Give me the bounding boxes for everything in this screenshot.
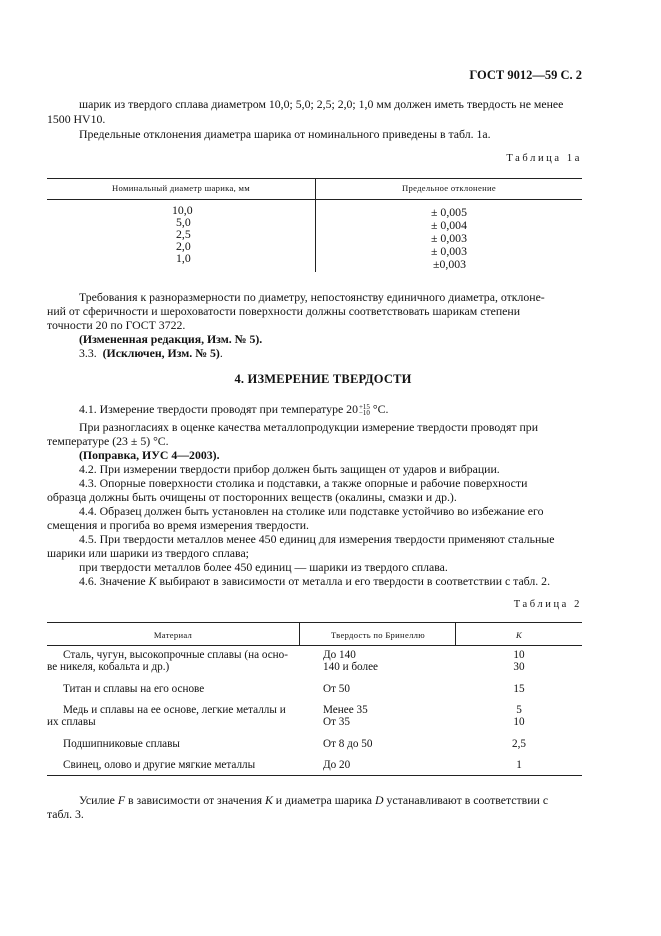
- closing-line-2: табл. 3.: [47, 807, 84, 821]
- item-3-3-end: .: [219, 346, 223, 360]
- dispute-line-2: температуре (23 ± 5) °С.: [47, 434, 169, 448]
- table-2-divider-1: [299, 622, 300, 645]
- table-cell: Менее 35: [323, 704, 368, 716]
- table-cell: Сталь, чугун, высокопрочные сплавы (на осно-: [63, 649, 288, 661]
- amendment-note: (Измененная редакция, Изм. № 5).: [79, 332, 263, 346]
- paragraph-4-5-line-3: при твердости металлов более 450 единиц — шарики из твердого сплава.: [79, 560, 448, 574]
- table-cell: их сплавы: [47, 716, 96, 728]
- table-cell: Подшипниковые сплавы: [63, 738, 180, 750]
- table-cell: 2,5: [512, 738, 526, 750]
- table-1a-column-divider: [315, 178, 316, 272]
- table-cell: Медь и сплавы на ее основе, легкие металлы и: [63, 704, 286, 716]
- paragraph-4-6-start: 4.6. Значение: [79, 574, 149, 588]
- table-cell: 30: [513, 661, 525, 673]
- item-3-3-number: 3.3.: [79, 346, 97, 360]
- table-cell: 5,0: [176, 215, 191, 229]
- tolerance-lower: −10: [358, 409, 370, 418]
- table-cell: ± 0,005: [431, 205, 467, 219]
- table-cell: До 140: [323, 649, 356, 661]
- table-cell: 1: [516, 759, 522, 771]
- variable-k: K: [148, 574, 157, 588]
- paragraph-4-3-line-1: 4.3. Опорные поверхности столика и подставки, а также опорные и рабочие поверхности: [79, 476, 528, 490]
- table-1a-header-border: [47, 199, 582, 200]
- table-cell: Титан и сплавы на его основе: [63, 683, 205, 695]
- table-1a-col1-header: Номинальный диаметр шарика, мм: [112, 183, 250, 193]
- table-2-col1-header: Материал: [153, 630, 193, 640]
- section-4-title: 4. ИЗМЕРЕНИЕ ТВЕРДОСТИ: [234, 372, 412, 386]
- temperature-tolerance: [359, 404, 370, 416]
- table-2-top-border: [47, 622, 582, 623]
- paragraph-4-4-line-1: 4.4. Образец должен быть установлен на столике или подставке устойчиво во избежание его: [79, 504, 544, 518]
- closing-text-e: устанавливают в соответствии с: [383, 793, 549, 807]
- table-cell: 1,0: [176, 251, 191, 265]
- tolerance-upper: +15: [358, 403, 370, 412]
- intro-line-1: шарик из твердого сплава диаметром 10,0; 5,0; 2,5; 2,0; 1,0 мм должен иметь твердость не менее: [79, 97, 564, 111]
- table-cell: От 35: [323, 716, 350, 728]
- requirements-line-2: ний от сферичности и шероховатости поверхности должны соответствовать шарикам степени: [47, 304, 521, 318]
- table-cell: 10: [513, 716, 525, 728]
- table-2-label: Таблица 2: [513, 599, 582, 610]
- table-cell: 10: [513, 649, 525, 661]
- variable-f: F: [117, 793, 126, 807]
- table-cell: 15: [513, 683, 525, 695]
- closing-text-c: и диаметра шарика: [272, 793, 375, 807]
- table-2-divider-2: [455, 622, 456, 645]
- table-cell: До 20: [323, 759, 351, 771]
- table-2-header-border: [47, 645, 582, 646]
- paragraph-4-4-line-2: смещения и прогиба во время измерения твердости.: [47, 518, 309, 532]
- intro-line-3: Предельные отклонения диаметра шарика от номинального приведены в табл. 1а.: [79, 127, 491, 141]
- table-2-col2-header: Твердость по Бринеллю: [331, 630, 425, 640]
- table-cell: ± 0,004: [431, 218, 467, 232]
- table-cell: ве никеля, кобальта и др.): [47, 661, 170, 673]
- paragraph-4-5-line-2: шарики или шарики из твердого сплава;: [47, 546, 249, 560]
- variable-d: D: [374, 793, 384, 807]
- doc-reference: ГОСТ 9012—59 С. 2: [469, 68, 582, 82]
- paragraph-4-1-unit: °С.: [369, 402, 389, 416]
- variable-k: K: [264, 793, 273, 807]
- requirements-line-1: Требования к разноразмерности по диаметру, непостоянству единичного диаметра, отклоне-: [79, 290, 545, 304]
- table-cell: От 8 до 50: [323, 738, 373, 750]
- table-cell: Свинец, олово и другие мягкие металлы: [63, 759, 256, 771]
- paragraph-4-6: [79, 574, 550, 588]
- table-cell: ± 0,003: [431, 231, 467, 245]
- table-cell: ±0,003: [433, 257, 467, 271]
- paragraph-4-1-text: 4.1. Измерение твердости проводят при температуре 20: [79, 402, 358, 416]
- paragraph-4-2: 4.2. При измерении твердости прибор должен быть защищен от ударов и вибрации.: [79, 462, 500, 476]
- requirements-line-3: точности 20 по ГОСТ 3722.: [47, 318, 186, 332]
- paragraph-4-3-line-2: образца должны быть очищены от посторонних веществ (окалины, смазки и др.).: [47, 490, 457, 504]
- closing-line-1: [79, 793, 548, 807]
- table-1a-col2-header: Предельное отклонение: [402, 183, 496, 193]
- table-cell: 140 и более: [323, 661, 379, 673]
- table-cell: 2,5: [176, 227, 191, 241]
- correction-note: (Поправка, ИУС 4—2003).: [79, 448, 220, 462]
- item-3-3: [79, 346, 223, 360]
- table-1a-label: Таблица 1а: [506, 153, 582, 164]
- table-2-bottom-border: [47, 775, 582, 776]
- item-3-3-text: (Исключен, Изм. № 5): [102, 346, 220, 360]
- intro-line-2: 1500 HV10.: [47, 112, 106, 126]
- table-cell: 5: [516, 704, 522, 716]
- paragraph-4-6-end: выбирают в зависимости от металла и его твердости в соответствии с табл. 2.: [156, 574, 551, 588]
- table-cell: ± 0,003: [431, 244, 467, 258]
- table-2-col3-header: K: [515, 630, 523, 640]
- table-cell: 2,0: [176, 239, 191, 253]
- table-cell: От 50: [323, 683, 350, 695]
- closing-text-a: Усилие: [79, 793, 118, 807]
- paragraph-4-1: [79, 402, 388, 416]
- table-cell: 10,0: [172, 203, 193, 217]
- closing-text-b: в зависимости от значения: [125, 793, 265, 807]
- dispute-line-1: При разногласиях в оценке качества металлопродукции измерение твердости проводят при: [79, 420, 539, 434]
- paragraph-4-5-line-1: 4.5. При твердости металлов менее 450 единиц для измерения твердости применяют стальные: [79, 532, 555, 546]
